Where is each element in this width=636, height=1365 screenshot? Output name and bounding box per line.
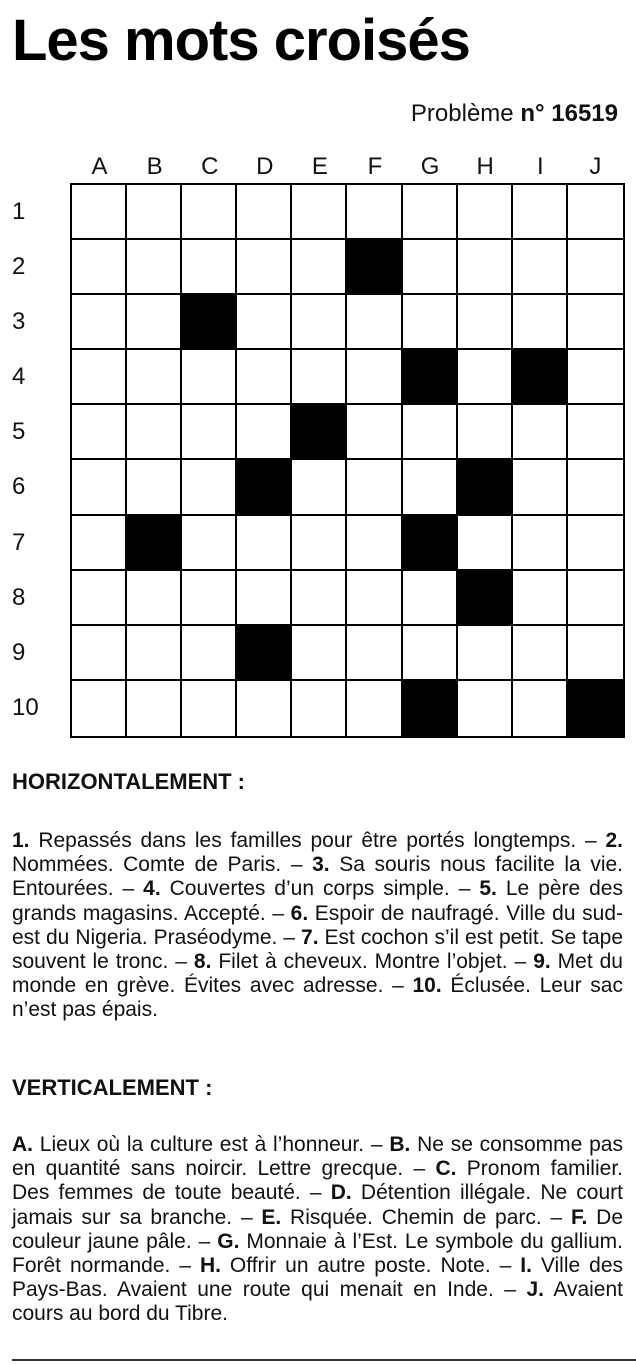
grid-cell[interactable] xyxy=(403,295,458,350)
grid-cell[interactable] xyxy=(72,405,127,460)
grid-cell[interactable] xyxy=(458,681,513,736)
row-label: 10 xyxy=(12,693,39,721)
column-label: A xyxy=(91,153,108,180)
grid-cell[interactable] xyxy=(127,240,182,295)
vertical-heading: VERTICALEMENT : xyxy=(12,1075,213,1100)
grid-cell[interactable] xyxy=(347,405,402,460)
clue-text: Repassés dans les familles pour être portés longtemps. – xyxy=(29,829,606,852)
clue-number: B. xyxy=(389,1133,411,1156)
clue-number: J. xyxy=(526,1278,544,1302)
grid-cell[interactable] xyxy=(182,405,237,460)
grid-cell[interactable] xyxy=(458,516,513,571)
grid-cell[interactable] xyxy=(237,240,292,295)
grid-cell[interactable] xyxy=(403,626,458,681)
clue-text: Le père des grands magasins. Accepté. – xyxy=(12,877,623,925)
row-label: 5 xyxy=(12,418,26,446)
clue-text: Détention illégale. Ne court jamais sur sa branche. – xyxy=(12,1181,623,1229)
grid-cell[interactable] xyxy=(182,516,237,571)
column-labels xyxy=(72,152,623,182)
clue-number: 6. xyxy=(290,901,309,925)
grid-cell[interactable] xyxy=(568,240,623,295)
grid-cell[interactable] xyxy=(292,571,347,626)
black-cell xyxy=(403,516,458,571)
page-title: Les mots croisés xyxy=(12,8,470,73)
grid-cell[interactable] xyxy=(403,240,458,295)
grid-cell[interactable] xyxy=(127,626,182,681)
grid-cell[interactable] xyxy=(127,350,182,405)
clue-number: 3. xyxy=(312,853,330,877)
grid-cell[interactable] xyxy=(513,295,568,350)
grid-cell[interactable] xyxy=(403,460,458,515)
clue-text: Sa souris nous facilite la vie. Entourées. – xyxy=(12,853,623,901)
grid-cell[interactable] xyxy=(347,571,402,626)
grid-cell[interactable] xyxy=(72,626,127,681)
clue-number: 9. xyxy=(533,950,551,974)
grid-cell[interactable] xyxy=(127,185,182,240)
grid-cell[interactable] xyxy=(513,571,568,626)
grid-cell[interactable] xyxy=(347,350,402,405)
grid-cell[interactable] xyxy=(347,626,402,681)
horizontal-heading: HORIZONTALEMENT : xyxy=(12,769,246,794)
grid-cell[interactable] xyxy=(458,295,513,350)
grid-cell[interactable] xyxy=(347,185,402,240)
grid-cell[interactable] xyxy=(513,405,568,460)
grid-cell[interactable] xyxy=(127,681,182,736)
horizontal-clues xyxy=(12,829,623,1023)
grid-cell[interactable] xyxy=(513,185,568,240)
grid-cell[interactable] xyxy=(127,295,182,350)
clue-text: Nommées. Comte de Paris. – xyxy=(12,853,313,877)
clue-text: Avaient cours au bord du Tibre. xyxy=(12,1278,623,1326)
grid-cell[interactable] xyxy=(72,681,127,736)
black-cell xyxy=(237,626,292,681)
clue-text: Monnaie à l’Est. Le symbole du gallium. Forêt normande. – xyxy=(12,1229,623,1278)
row-label: 2 xyxy=(12,253,26,281)
black-cell xyxy=(237,460,292,515)
grid-cell[interactable] xyxy=(292,626,347,681)
clue-number: 7. xyxy=(301,925,319,949)
clue-number: 8. xyxy=(193,950,212,974)
grid-cell[interactable] xyxy=(237,405,292,460)
vertical-clues xyxy=(12,1133,623,1327)
black-cell xyxy=(403,681,458,736)
clue-text: De couleur jaune pâle. – xyxy=(12,1205,623,1253)
grid-cell[interactable] xyxy=(72,185,127,240)
grid-cell[interactable] xyxy=(568,405,623,460)
grid-cell[interactable] xyxy=(568,626,623,681)
grid-cell[interactable] xyxy=(72,240,127,295)
grid-cell[interactable] xyxy=(403,185,458,240)
row-label: 4 xyxy=(12,363,26,391)
grid-cell[interactable] xyxy=(237,681,292,736)
clue-text: Ville des Pays-Bas. Avaient une route qui menait en Inde. – xyxy=(12,1254,623,1302)
clue-number: E. xyxy=(261,1205,282,1229)
grid-cell[interactable] xyxy=(458,626,513,681)
grid-cell[interactable] xyxy=(182,626,237,681)
grid-cell[interactable] xyxy=(458,240,513,295)
clue-number: 5. xyxy=(479,877,497,901)
clue-text: Risquée. Chemin de parc. – xyxy=(281,1205,572,1229)
clue-number: D. xyxy=(330,1181,352,1205)
black-cell xyxy=(458,460,513,515)
grid-cell[interactable] xyxy=(127,405,182,460)
grid-cell[interactable] xyxy=(292,350,347,405)
grid-cell[interactable] xyxy=(127,460,182,515)
clue-text: Est cochon s’il est petit. Se tape souvent le tronc. – xyxy=(12,925,624,974)
clue-number: I. xyxy=(520,1254,532,1278)
grid-cell[interactable] xyxy=(347,295,402,350)
grid-cell[interactable] xyxy=(237,350,292,405)
crossword-grid xyxy=(70,183,625,738)
grid-cell[interactable] xyxy=(182,350,237,405)
column-label: C xyxy=(201,153,219,180)
row-labels xyxy=(12,184,60,735)
black-cell xyxy=(568,681,623,736)
column-label: I xyxy=(536,153,544,180)
grid-cell[interactable] xyxy=(292,516,347,571)
black-cell xyxy=(403,350,458,405)
clue-text: Espoir de naufragé. Ville du sud-est du Nigeria. Praséodyme. – xyxy=(12,901,624,949)
row-label: 3 xyxy=(12,308,26,336)
clue-text: Met du monde en grève. Évites avec adresse. – xyxy=(12,950,623,998)
clue-text: Couvertes d’un corps simple. – xyxy=(160,877,480,901)
grid-cell[interactable] xyxy=(72,295,127,350)
grid-cell[interactable] xyxy=(513,460,568,515)
bottom-divider xyxy=(12,1359,636,1361)
clue-number: 1. xyxy=(12,829,30,852)
row-label: 6 xyxy=(12,473,26,501)
grid-cell[interactable] xyxy=(292,295,347,350)
grid-cell[interactable] xyxy=(182,240,237,295)
clue-text: Offrir un autre poste. Note. – xyxy=(220,1254,521,1278)
grid-cell[interactable] xyxy=(292,460,347,515)
grid-cell[interactable] xyxy=(237,571,292,626)
problem-number-prefix: n° xyxy=(520,100,545,127)
grid-cell[interactable] xyxy=(182,681,237,736)
clue-text: Pronom familier. Des femmes de toute beauté. – xyxy=(12,1157,623,1205)
grid-cell[interactable] xyxy=(513,681,568,736)
column-label: E xyxy=(311,153,328,180)
grid-cell[interactable] xyxy=(458,185,513,240)
black-cell xyxy=(458,571,513,626)
grid-cell[interactable] xyxy=(72,350,127,405)
grid-cell[interactable] xyxy=(568,516,623,571)
black-cell xyxy=(127,516,182,571)
grid-cell[interactable] xyxy=(127,571,182,626)
row-label: 9 xyxy=(12,638,26,666)
grid-cell[interactable] xyxy=(72,516,127,571)
grid-cell[interactable] xyxy=(237,185,292,240)
grid-cell[interactable] xyxy=(568,571,623,626)
problem-number xyxy=(411,102,618,126)
grid-cell[interactable] xyxy=(347,460,402,515)
column-label: J xyxy=(589,153,602,180)
grid-cell[interactable] xyxy=(182,185,237,240)
clue-number: 10. xyxy=(412,974,442,998)
grid-cell[interactable] xyxy=(182,571,237,626)
clue-text: Filet à cheveux. Montre l’objet. – xyxy=(211,950,534,974)
grid-cell[interactable] xyxy=(237,295,292,350)
grid-cell[interactable] xyxy=(403,405,458,460)
black-cell xyxy=(182,295,237,350)
clue-number: G. xyxy=(217,1229,240,1253)
black-cell xyxy=(513,350,568,405)
grid-cell[interactable] xyxy=(72,571,127,626)
clue-text: Éclusée. Leur sac n’est pas épais. xyxy=(12,974,623,1022)
grid-cell[interactable] xyxy=(513,240,568,295)
column-label: G xyxy=(420,153,440,180)
grid-cell[interactable] xyxy=(568,295,623,350)
grid-cell[interactable] xyxy=(292,681,347,736)
problem-label: Problème xyxy=(410,100,514,127)
clue-number: 4. xyxy=(143,877,161,901)
grid-cell[interactable] xyxy=(458,350,513,405)
clue-number: 2. xyxy=(605,829,623,852)
grid-cell[interactable] xyxy=(347,516,402,571)
column-label: D xyxy=(256,153,274,180)
grid-cell[interactable] xyxy=(237,516,292,571)
row-label: 7 xyxy=(12,528,26,556)
column-label: F xyxy=(367,153,383,180)
row-label: 8 xyxy=(12,583,26,611)
grid-cell[interactable] xyxy=(568,460,623,515)
clue-text: Ne se consomme pas en quantité sans noircir. Lettre grecque. – xyxy=(12,1133,623,1181)
clue-number: C. xyxy=(435,1157,457,1181)
row-label: 1 xyxy=(12,198,26,225)
grid-cell[interactable] xyxy=(403,571,458,626)
problem-number-value: 16519 xyxy=(551,100,618,127)
column-label: H xyxy=(476,153,494,180)
clue-text: Lieux où la culture est à l’honneur. – xyxy=(33,1133,390,1156)
black-cell xyxy=(292,405,347,460)
black-cell xyxy=(347,240,402,295)
column-label: B xyxy=(146,153,163,180)
grid-cell[interactable] xyxy=(292,240,347,295)
grid-cell[interactable] xyxy=(182,460,237,515)
clue-number: H. xyxy=(199,1254,221,1278)
grid-cell[interactable] xyxy=(568,185,623,240)
grid-cell[interactable] xyxy=(458,405,513,460)
grid-cell[interactable] xyxy=(347,681,402,736)
grid-cell[interactable] xyxy=(72,460,127,515)
clue-number: F. xyxy=(571,1205,588,1229)
clue-number: A. xyxy=(12,1133,33,1156)
grid-cell[interactable] xyxy=(292,185,347,240)
grid-cell[interactable] xyxy=(513,516,568,571)
grid-cell[interactable] xyxy=(568,350,623,405)
grid-cell[interactable] xyxy=(513,626,568,681)
